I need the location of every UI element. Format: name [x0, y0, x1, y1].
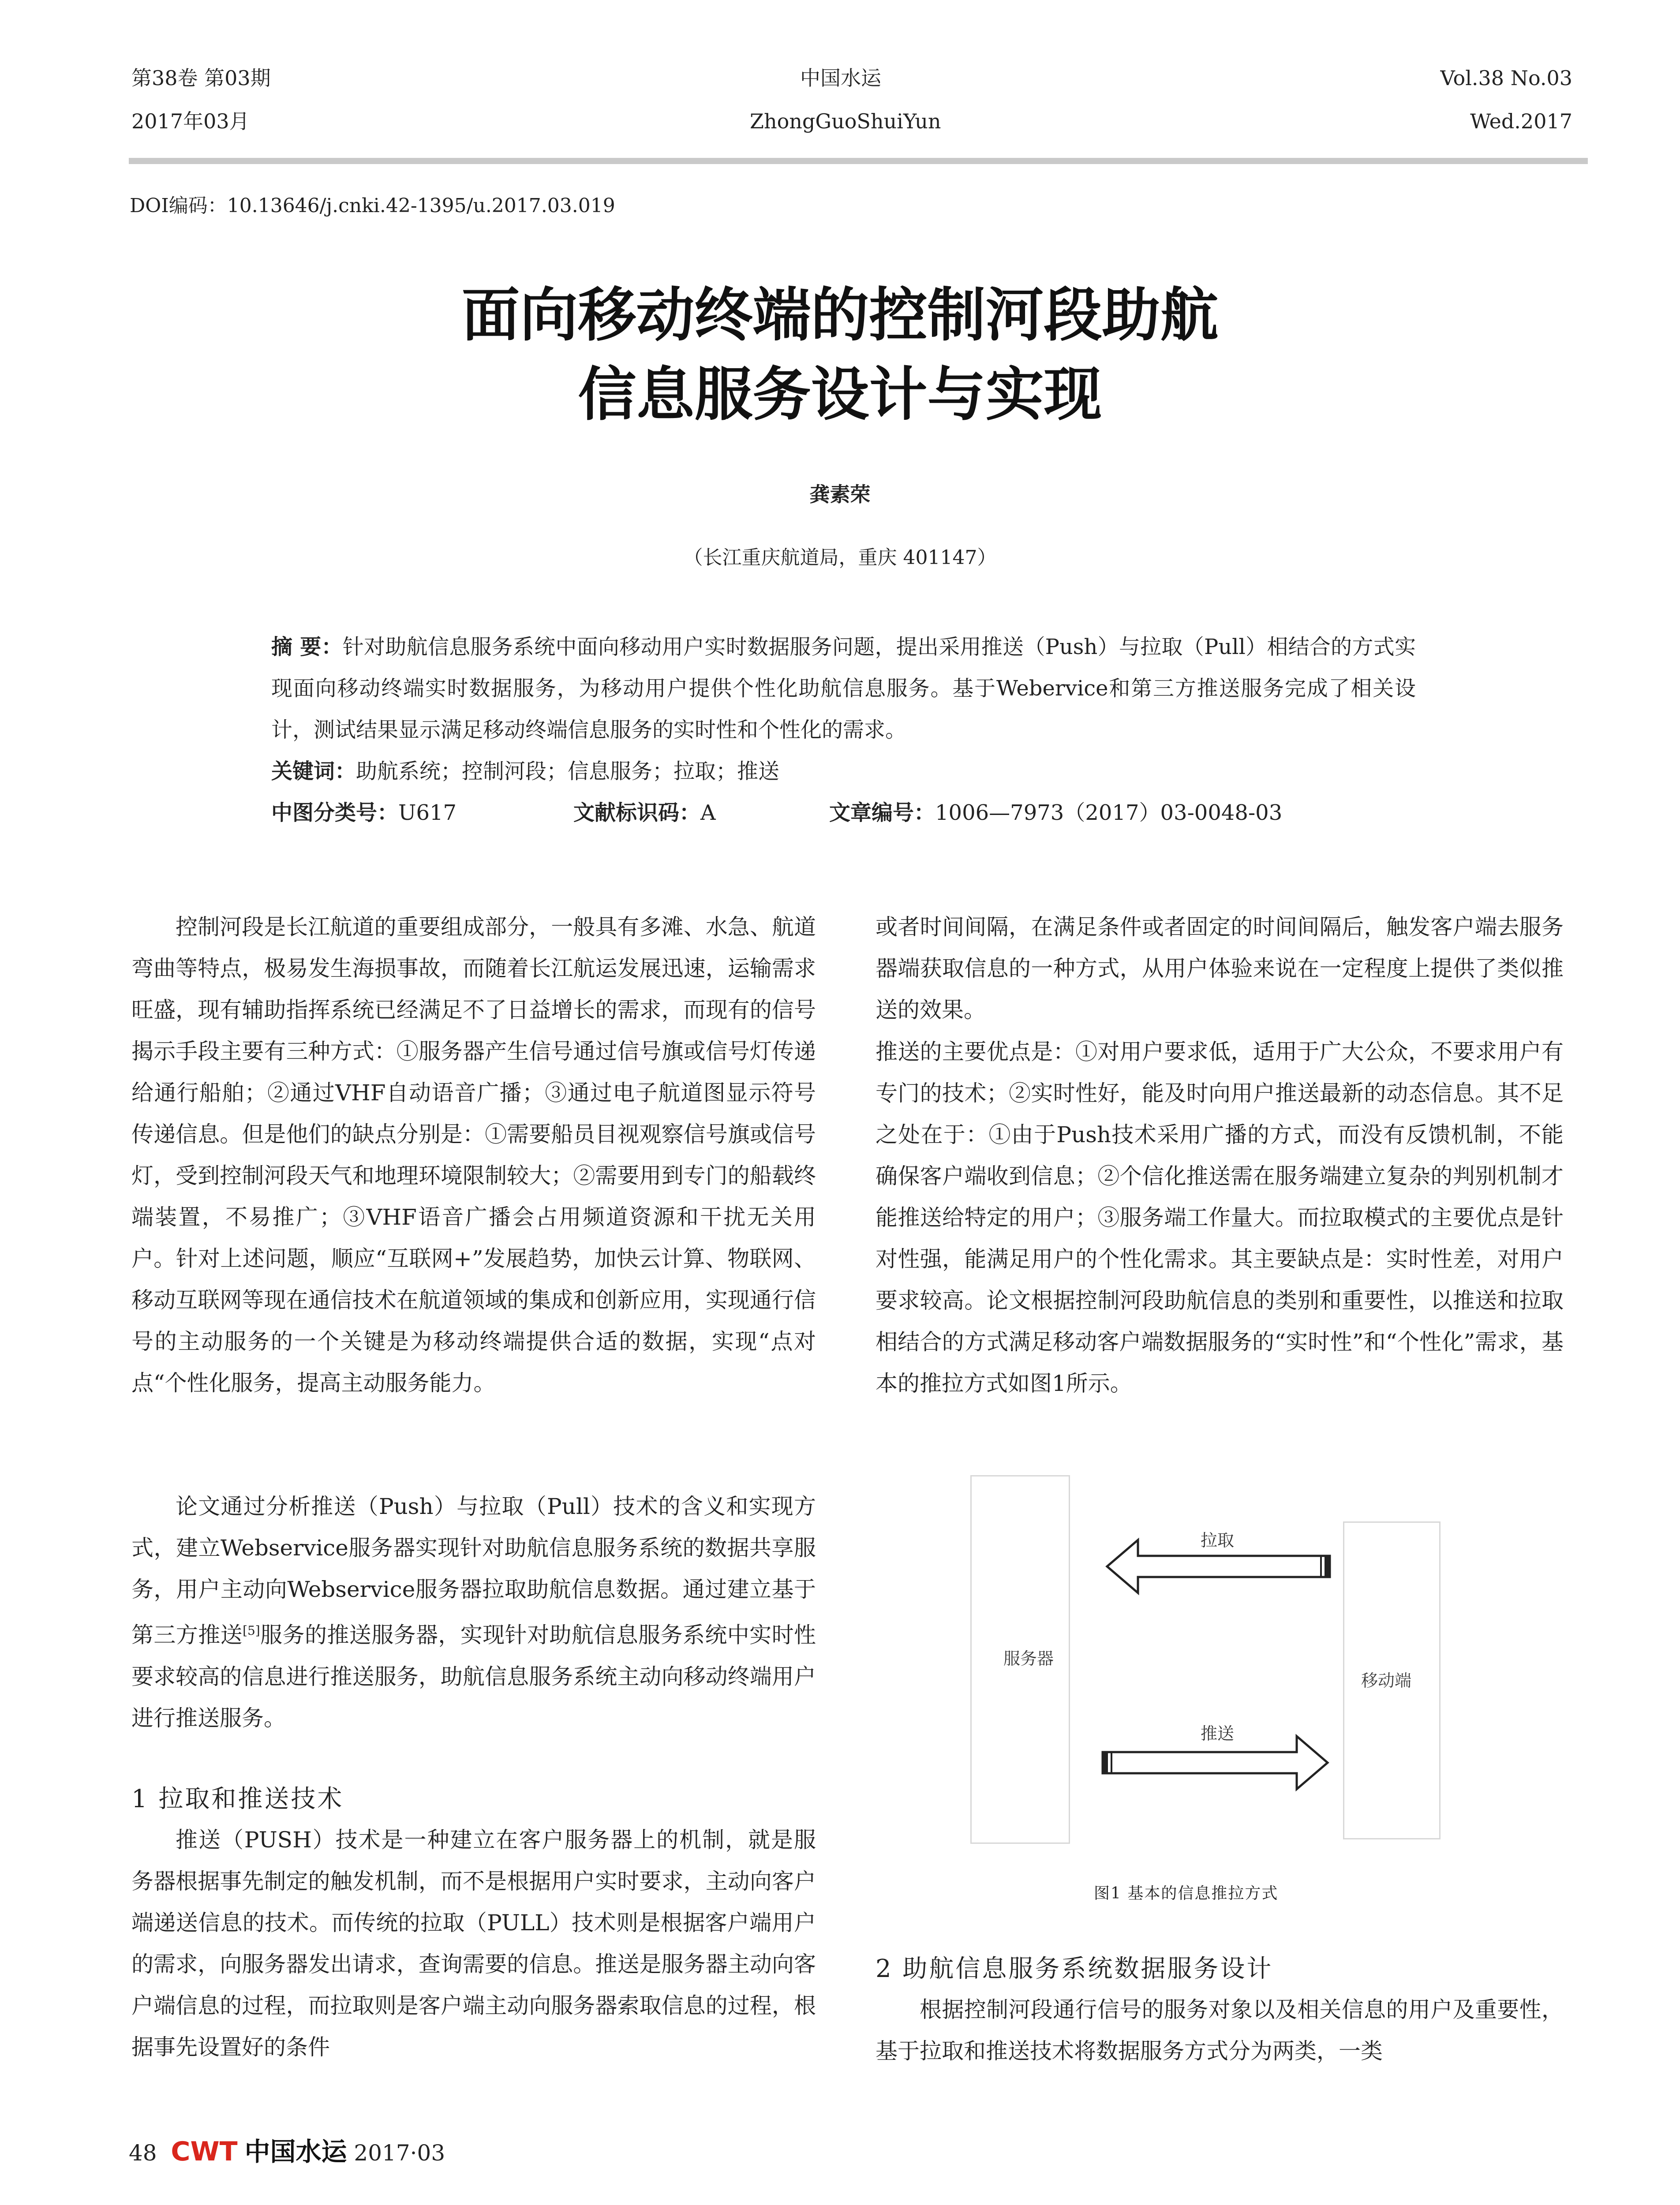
intro-paragraph-2-rest: 服务的推送服务器，实现针对助航信息服务系统中实时性要求较高的信息进行推送服务，助航信息服务系统主动向移动终端用户进行推送服务。 [131, 1622, 816, 1731]
intro-paragraph-2-text: 论文通过分析推送（Push）与拉取（Pull）技术的含义和实现方式，建立Webservice服务器实现针对助航信息服务系统的数据共享服务，用户主动向Webservice服务器拉取助航信息数据。通过建立基于第三方推送 [131, 1494, 816, 1648]
figure1-caption: 图1 基本的信息推拉方式 [1094, 1884, 1279, 1902]
abstract-text: 针对助航信息服务系统中面向移动用户实时数据服务问题，提出采用推送（Push）与拉取（Pull）相结合的方式实现面向移动终端实时数据服务，为移动用户提供个性化助航信息服务。基于Webervice和第三方推送服务完成了相关设计，测试结果显示满足移动终端信息服务的实时性和个性化的需求。 [271, 635, 1416, 742]
title-line-1: 面向移动终端的控制河段助航 [461, 281, 1219, 349]
header-date-en: Wed.2017 [1470, 109, 1572, 133]
title-line-2: 信息服务设计与实现 [578, 361, 1102, 429]
footer-issue: 2017·03 [354, 2140, 445, 2166]
doi: DOI编码：10.13646/j.cnki.42-1395/u.2017.03.019 [130, 194, 615, 217]
header-volume-en: Vol.38 No.03 [1440, 66, 1572, 90]
page-number: 48 [129, 2140, 157, 2166]
affiliation: （长江重庆航道局，重庆 401147） [683, 546, 997, 569]
intro-paragraph-1: 控制河段是长江航道的重要组成部分，一般具有多滩、水急、航道弯曲等特点，极易发生海损事故，而随着长江航运发展迅速，运输需求旺盛，现有辅助指挥系统已经满足不了日益增长的需求，而现有的信号揭示手段主要有三种方式：①服务器产生信号通过信号旗或信号灯传递给通行船舶；②通过VHF自动语音广播；③通过电子航道图显示符号传递信息。但是他们的缺点分别是：①需要船员目视观察信号旗或信号灯，受到控制河段天气和地理环境限制较大；②需要用到专门的船载终端装置，不易推广；③VHF语音广播会占用频道资源和干扰无关用户。针对上述问题，顺应“互联网+”发展趋势，加快云计算、物联网、移动互联网等现在通信技术在航道领域的集成和创新应用，实现通行信号的主动服务的一个关键是为移动终端提供合适的数据，实现“点对点“个性化服务，提高主动服务能力。 [131, 914, 816, 1396]
footer-journal: 中国水运 [244, 2137, 347, 2167]
header-date: 2017年03月 [131, 109, 250, 133]
doc-value: A [700, 800, 716, 825]
keywords-text: 助航系统；控制河段；信息服务；拉取；推送 [356, 759, 780, 784]
article-label: 文章编号： [829, 800, 935, 825]
right-paragraph-1: 或者时间间隔，在满足条件或者固定的时间间隔后，触发客户端去服务器端获取信息的一种方式，从用户体验来说在一定程度上提供了类似推送的效果。 [876, 914, 1564, 1023]
doc-code [573, 792, 716, 833]
mobile-label: 移动端 [1361, 1671, 1412, 1690]
push-label: 推送 [1201, 1724, 1235, 1743]
clc-label: 中图分类号： [271, 800, 399, 825]
section-heading-1: 1 拉取和推送技术 [131, 1785, 344, 1813]
section-heading-2: 2 助航信息服务系统数据服务设计 [876, 1955, 1273, 1983]
author: 龚素荣 [809, 482, 871, 506]
article-value: 1006—7973（2017）03-0048-03 [935, 800, 1283, 825]
abstract [271, 626, 1416, 751]
figure1-arrows [1089, 1530, 1354, 1799]
header-journal-pinyin: ZhongGuoShuiYun [750, 109, 941, 133]
abstract-label: 摘 要： [271, 635, 343, 659]
push-arrow [1103, 1736, 1328, 1789]
clc-number [271, 792, 456, 833]
keywords-label: 关键词： [271, 759, 356, 784]
article-number [829, 792, 1282, 833]
section2-paragraph-1: 根据控制河段通行信号的服务对象以及相关信息的用户及重要性，基于拉取和推送技术将数据服务方式分为两类，一类 [876, 1997, 1564, 2064]
header-volume: 第38卷 第03期 [131, 66, 271, 90]
server-label: 服务器 [1003, 1649, 1054, 1668]
section1-paragraph-1: 推送（PUSH）技术是一种建立在客户服务器上的机制，就是服务器根据事先制定的触发机制，而不是根据用户实时要求，主动向客户端递送信息的技术。而传统的拉取（PULL）技术则是根据客户端用户的需求，向服务器发出请求，查询需要的信息。推送是服务器主动向客户端信息的过程，而拉取则是客户端主动向服务器索取信息的过程，根据事先设置好的条件 [131, 1827, 816, 2060]
footer [129, 2131, 445, 2168]
right-paragraph-2: 推送的主要优点是：①对用户要求低，适用于广大公众，不要求用户有专门的技术；②实时性好，能及时向用户推送最新的动态信息。其不足之处在于：①由于Push技术采用广播的方式，而没有反馈机制，不能确保客户端收到信息；②个信化推送需在服务端建立复杂的判别机制才能推送给特定的用户；③服务端工作量大。而拉取模式的主要优点是针对性强，能满足用户的个性化需求。其主要缺点是：实时性差，对用户要求较高。论文根据控制河段助航信息的类别和重要性，以推送和拉取相结合的方式满足移动客户端数据服务的“实时性”和“个性化”需求，基本的推拉方式如图1所示。 [876, 1039, 1564, 1396]
clc-value: U617 [398, 800, 457, 825]
header-journal: 中国水运 [800, 66, 881, 90]
cwt-logo: CWT [171, 2136, 238, 2167]
doc-label: 文献标识码： [573, 800, 701, 825]
intro-paragraph-2 [131, 1486, 816, 1739]
pull-label: 拉取 [1201, 1531, 1235, 1550]
header-rule [129, 158, 1588, 164]
reference-marker: [5] [243, 1623, 260, 1638]
keywords [271, 751, 779, 792]
